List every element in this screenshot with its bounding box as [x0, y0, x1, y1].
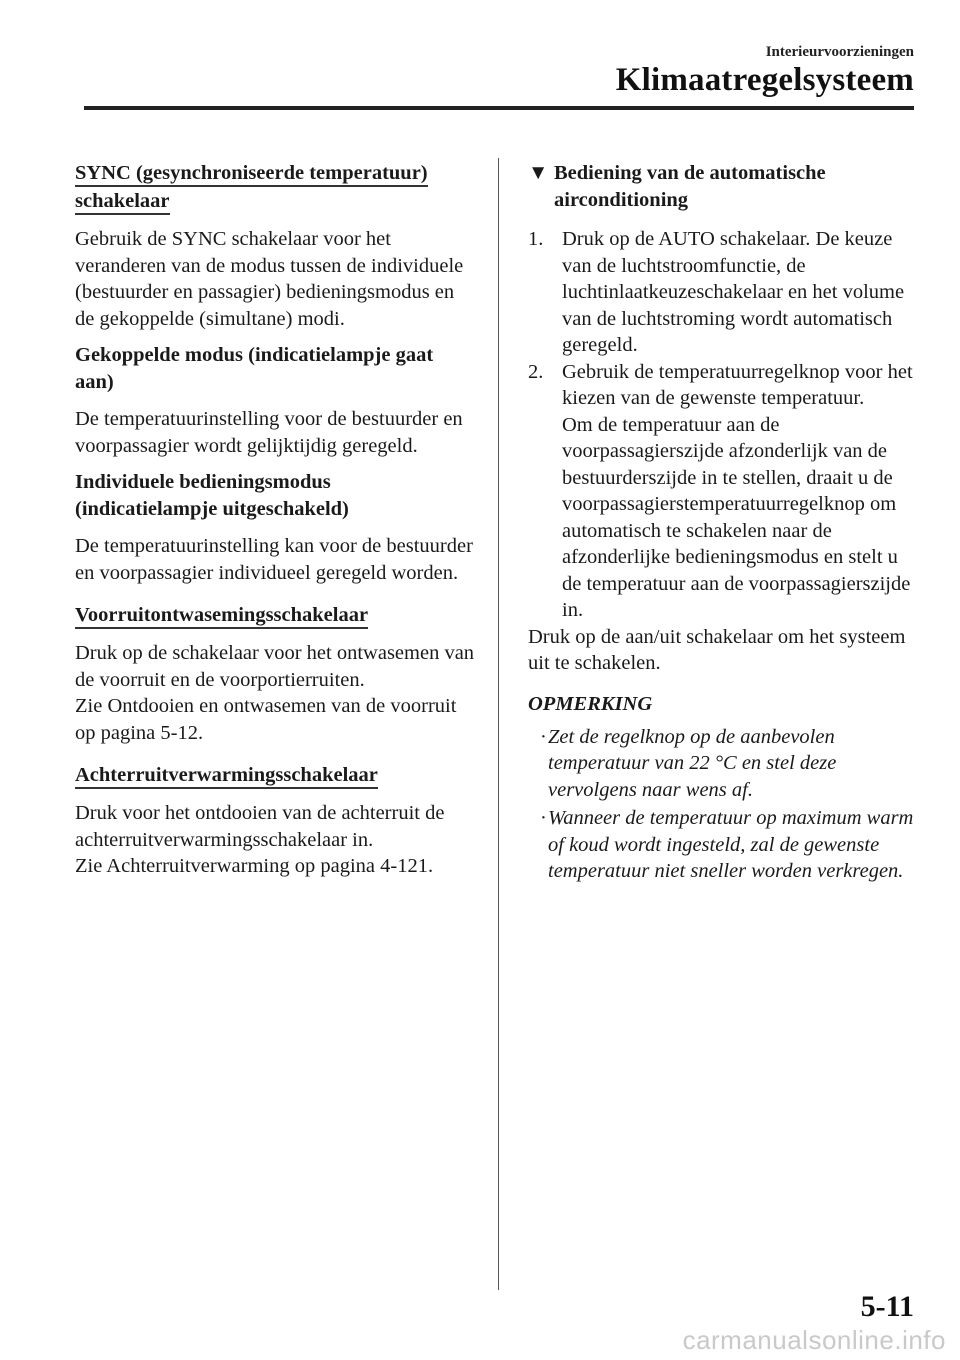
step-text: Druk op de AUTO schakelaar. De keuze van de luchtstroomfunctie, de luchtinlaatkeuzeschakelaar en het volume van de luchtstroming wordt automatisch geregeld.	[562, 228, 905, 356]
step-text: Gebruik de temperatuurregelknop voor het kiezen van de gewenste temperatuur.	[562, 360, 913, 409]
individual-mode-text: De temperatuurinstelling kan voor de bestuurder en voorpassagier individueel geregeld worden.	[75, 535, 473, 584]
auto-ac-heading-text: Bediening van de automatische airconditioning	[554, 162, 826, 211]
section-label: Interieurvoorzieningen	[765, 44, 914, 60]
coupled-mode-heading: Gekoppelde modus (indicatielampje gaat aan)	[75, 344, 434, 393]
note-text: Zet de regelknop op de aanbevolen temperatuur van 22 °C en stel deze vervolgens naar wens af.	[548, 725, 837, 801]
step-item	[528, 359, 920, 624]
page-title: Klimaatregelsysteem	[615, 62, 914, 98]
step-number: 2.	[528, 360, 544, 383]
right-column	[528, 160, 920, 887]
note-item	[540, 724, 920, 804]
triangle-down-icon: ▼	[528, 162, 549, 184]
step-text-group	[562, 359, 920, 624]
watermark: carmanualsonline.info	[682, 1325, 946, 1355]
step-text-detail: Om de temperatuur aan de voorpassagierszijde afzonderlijk van de bestuurderszijde in te stellen, draait u de voorpassagierstemperatuurregelknop om automatisch te schakelen naar de afzonderlijke bedieningsmodus en stelt u de temperatuur aan de voorpassagierszijde in.	[562, 413, 911, 621]
sync-text: Gebruik de SYNC schakelaar voor het veranderen van de modus tussen de individuele (bestuurder en passagier) bedieningsmodus en de gekoppelde (simultane) modi.	[75, 228, 464, 330]
rear-defroster-heading: Achterruitverwarmingsschakelaar	[75, 764, 378, 789]
defog-text: Druk op de schakelaar voor het ontwasemen van de voorruit en de voorportierruiten.	[75, 642, 475, 691]
page-number: 5-11	[860, 1290, 914, 1323]
note-item	[540, 805, 920, 885]
auto-ac-heading	[528, 160, 920, 214]
step-item	[528, 226, 920, 359]
off-text: Druk op de aan/uit schakelaar om het systeem uit te schakelen.	[528, 625, 906, 674]
sync-heading: SYNC (gesynchroniseerde temperatuur) schakelaar	[75, 162, 428, 215]
bullet-icon: ·	[540, 725, 547, 748]
left-column	[75, 160, 475, 890]
defog-reference: Zie Ontdooien en ontwasemen van de voorruit op pagina 5-12.	[75, 695, 457, 744]
rear-defroster-reference: Zie Achterruitverwarming op pagina 4-121.	[75, 855, 434, 877]
rear-heading-wrap	[75, 762, 475, 790]
coupled-mode-text: De temperatuurinstelling voor de bestuurder en voorpassagier wordt gelijktijdig geregeld.	[75, 408, 463, 457]
column-divider	[498, 158, 499, 1290]
rear-defroster-text: Druk voor het ontdooien van de achterruit de achterruitverwarmingsschakelaar in.	[75, 802, 445, 851]
note-title: OPMERKING	[528, 692, 653, 715]
defog-heading: Voorruitontwasemingsschakelaar	[75, 604, 368, 629]
auto-ac-steps	[528, 226, 920, 624]
note-list	[528, 724, 920, 885]
defog-heading-wrap	[75, 602, 475, 630]
header-divider	[84, 106, 914, 110]
note-text: Wanneer de temperatuur op maximum warm of koud wordt ingesteld, zal de gewenste temperatuur niet sneller worden verkregen.	[548, 807, 914, 882]
bullet-icon: ·	[540, 807, 547, 829]
sync-heading-wrap	[75, 160, 475, 216]
individual-mode-heading: Individuele bedieningsmodus (indicatielampje uitgeschakeld)	[75, 471, 349, 520]
step-number: 1.	[528, 228, 544, 250]
